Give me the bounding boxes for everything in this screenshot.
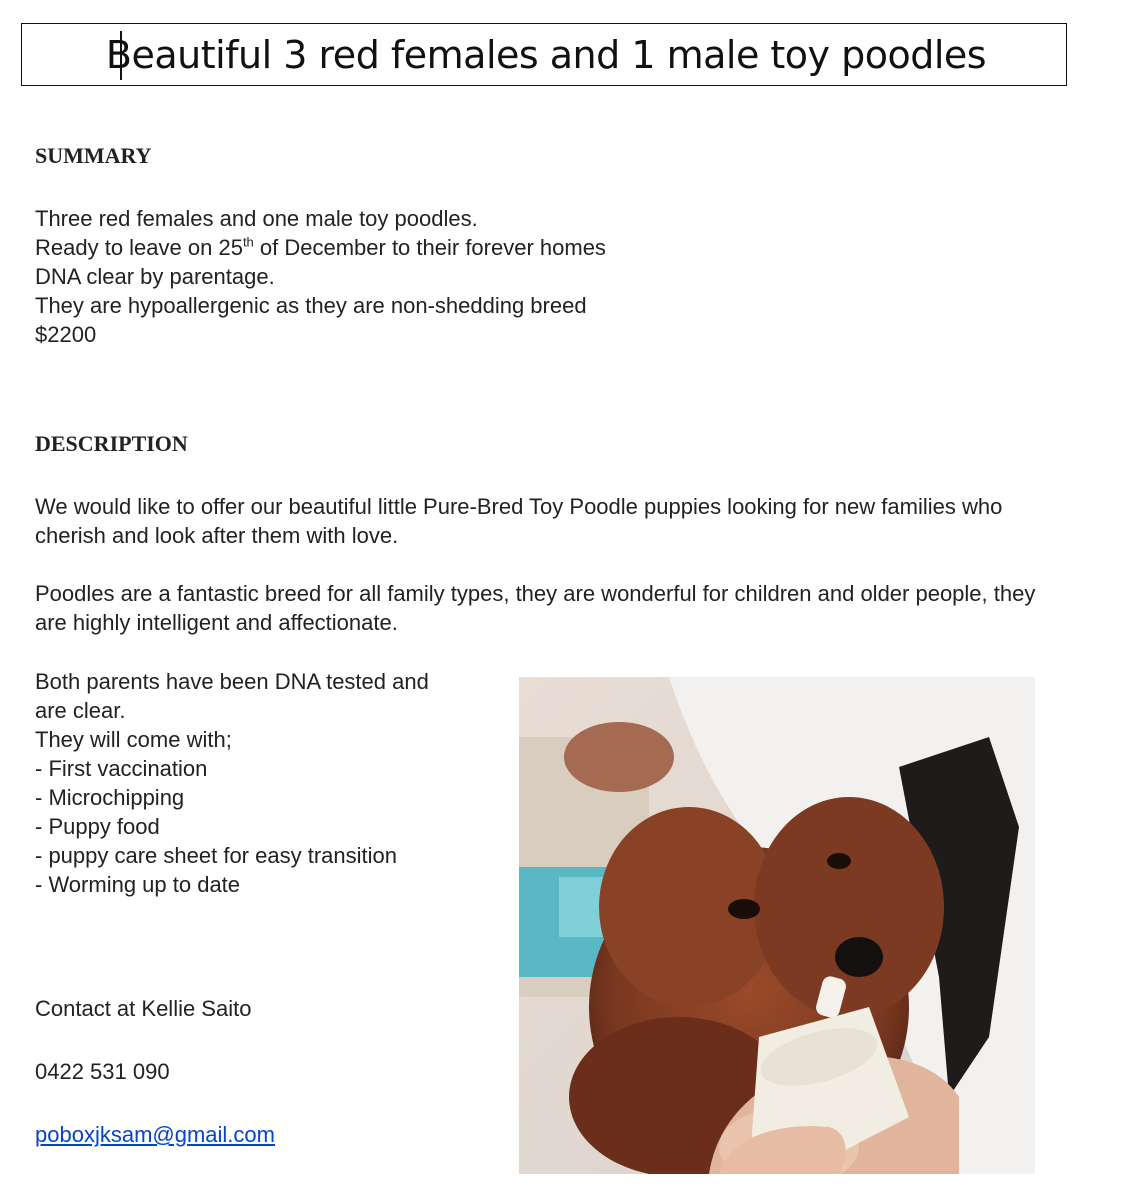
contact-phone: 0422 531 090 bbox=[35, 1059, 170, 1084]
list-item: - Microchipping bbox=[35, 785, 185, 810]
parents-line: Both parents have been DNA tested and bbox=[35, 669, 429, 694]
summary-line: Three red females and one male toy poodles. bbox=[35, 206, 478, 231]
title-box[interactable] bbox=[21, 23, 1067, 86]
contact-name: Contact at Kellie Saito bbox=[35, 996, 252, 1021]
list-item: - puppy care sheet for easy transition bbox=[35, 843, 397, 868]
summary-block bbox=[35, 204, 606, 349]
summary-line: They are hypoallergenic as they are non-shedding breed bbox=[35, 293, 587, 318]
summary-line: Ready to leave on 25th of December to their forever homes bbox=[35, 234, 606, 260]
description-heading: DESCRIPTION bbox=[35, 431, 188, 456]
includes-block bbox=[35, 667, 429, 899]
puppy-photo-icon bbox=[519, 677, 1035, 1174]
list-item: - First vaccination bbox=[35, 756, 208, 781]
email-link[interactable]: poboxjksam@gmail.com bbox=[35, 1122, 275, 1147]
parents-line: are clear. bbox=[35, 698, 126, 723]
list-item: - Worming up to date bbox=[35, 872, 241, 897]
summary-line: DNA clear by parentage. bbox=[35, 264, 275, 289]
contact-email-row bbox=[35, 1120, 275, 1149]
page-title: Beautiful 3 red females and 1 male toy poodles bbox=[105, 32, 987, 77]
price: $2200 bbox=[35, 322, 97, 347]
list-item: - Puppy food bbox=[35, 814, 160, 839]
ordinal-suffix: th bbox=[242, 234, 254, 250]
summary-heading: SUMMARY bbox=[35, 143, 152, 168]
come-with-line: They will come with; bbox=[35, 727, 232, 752]
description-para: Poodles are a fantastic breed for all family types, they are wonderful for children and older people, they are highly intelligent and affectionate. bbox=[35, 581, 1036, 635]
puppy-photo bbox=[519, 677, 1035, 1174]
description-para: We would like to offer our beautiful little Pure-Bred Toy Poodle puppies looking for new families who cherish and look after them with love. bbox=[35, 494, 1003, 548]
